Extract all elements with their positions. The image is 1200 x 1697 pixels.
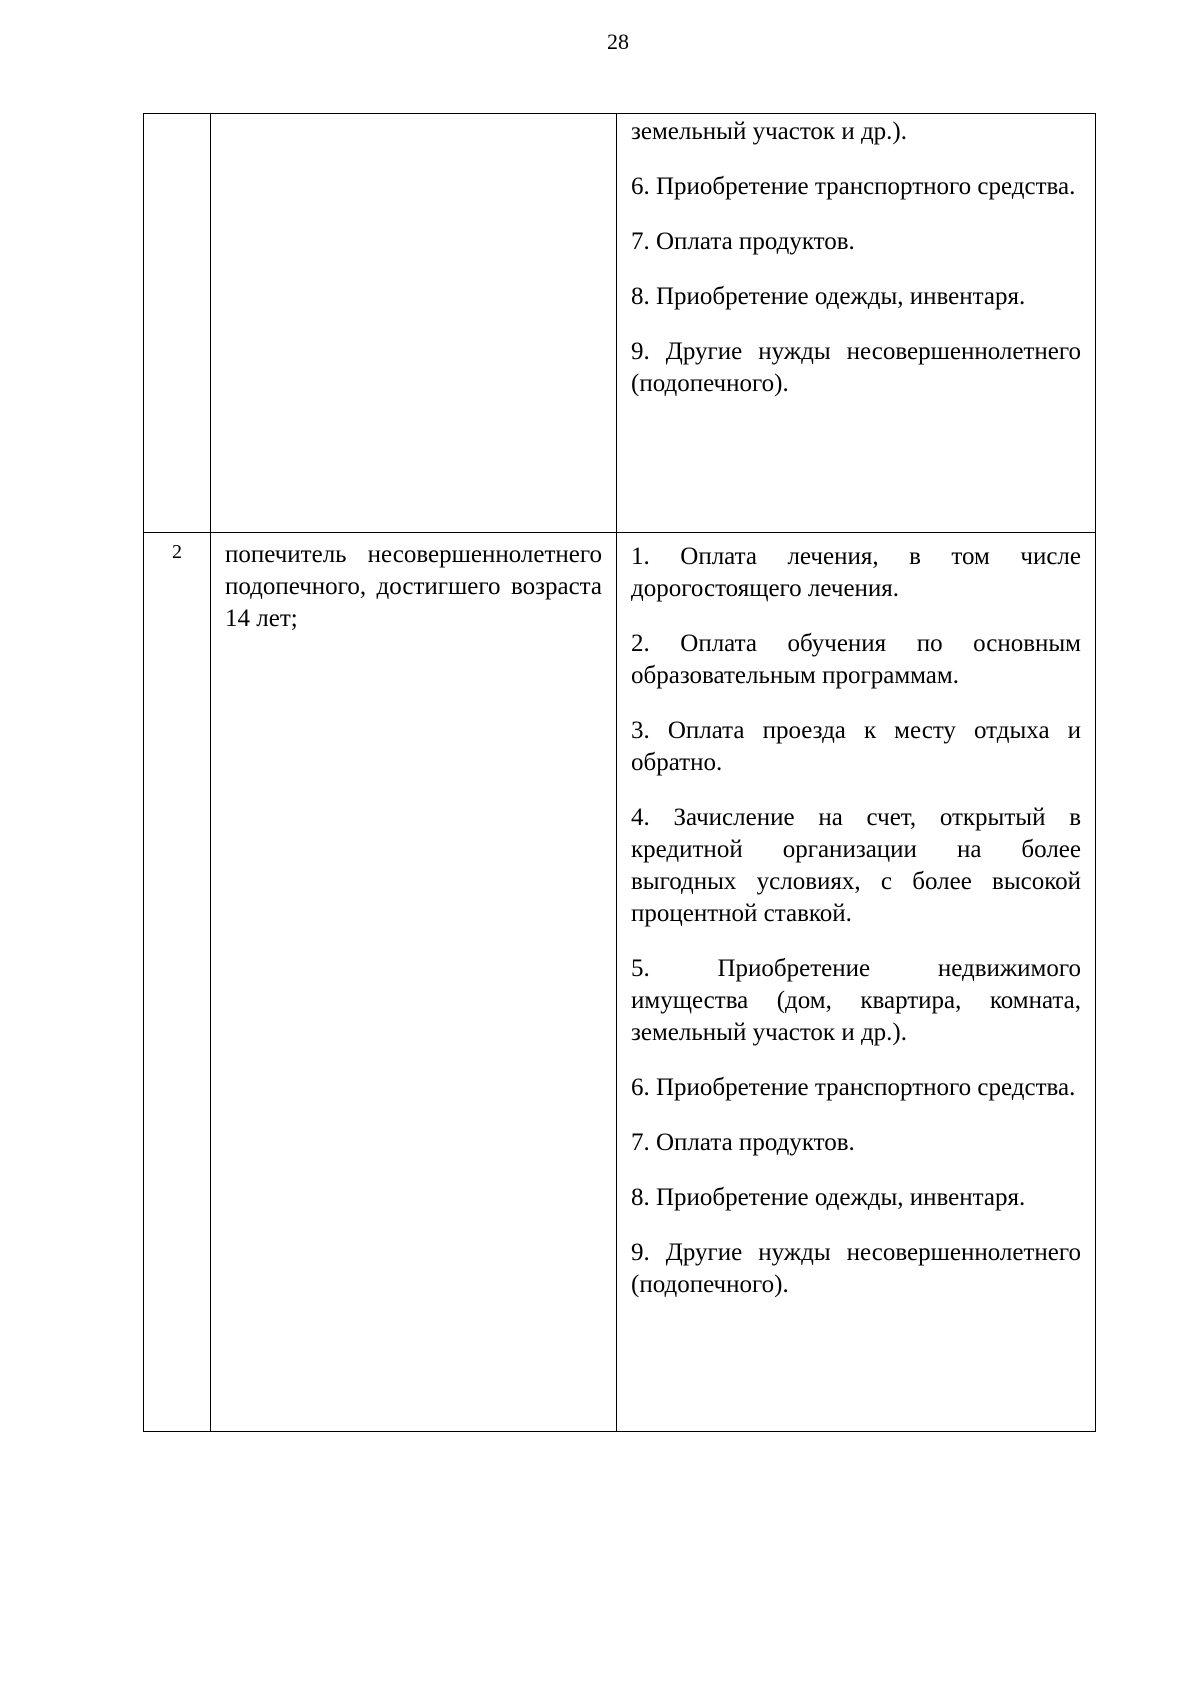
expense-list <box>617 114 1095 400</box>
page-number: 28 <box>607 29 629 54</box>
row-number <box>144 114 210 120</box>
list-item: 4. Зачисление на счет, открытый в кредитной организации на более выгодных условиях, с более высокой процентной ставкой. <box>631 804 1081 927</box>
guardian-cell <box>211 114 617 533</box>
list-item: 1. Оплата лечения, в том числе дорогостоящего лечения. <box>631 543 1081 602</box>
list-item: земельный участок и др.). <box>631 118 908 145</box>
expenditure-table <box>143 113 1096 1432</box>
list-item: 9. Другие нужды несовершеннолетнего (подопечного). <box>631 338 1081 397</box>
list-item: 6. Приобретение транспортного средства. <box>631 173 1076 200</box>
row-number-cell <box>144 533 211 1432</box>
row-number: 2 <box>172 541 182 563</box>
table-row <box>144 114 1096 533</box>
row-number-cell <box>144 114 211 533</box>
guardian-text: попечитель несовершеннолетнего подопечного, достигшего возраста 14 лет; <box>225 541 602 632</box>
expenses-cell <box>617 114 1096 533</box>
list-item: 7. Оплата продуктов. <box>631 228 855 255</box>
expense-list <box>617 533 1095 1301</box>
list-item: 8. Приобретение одежды, инвентаря. <box>631 283 1026 310</box>
list-item: 6. Приобретение транспортного средства. <box>631 1074 1076 1101</box>
guardian-cell <box>211 533 617 1432</box>
list-item: 7. Оплата продуктов. <box>631 1129 855 1156</box>
list-item: 5. Приобретение недвижимого имущества (дом, квартира, комната, земельный участок и др.). <box>631 955 1081 1046</box>
guardian-text <box>211 114 616 120</box>
list-item: 2. Оплата обучения по основным образовательным программам. <box>631 630 1081 689</box>
list-item: 3. Оплата проезда к месту отдыха и обратно. <box>631 717 1081 776</box>
table-row <box>144 533 1096 1432</box>
list-item: 8. Приобретение одежды, инвентаря. <box>631 1184 1026 1211</box>
list-item: 9. Другие нужды несовершеннолетнего (подопечного). <box>631 1239 1081 1298</box>
expenses-cell <box>617 533 1096 1432</box>
